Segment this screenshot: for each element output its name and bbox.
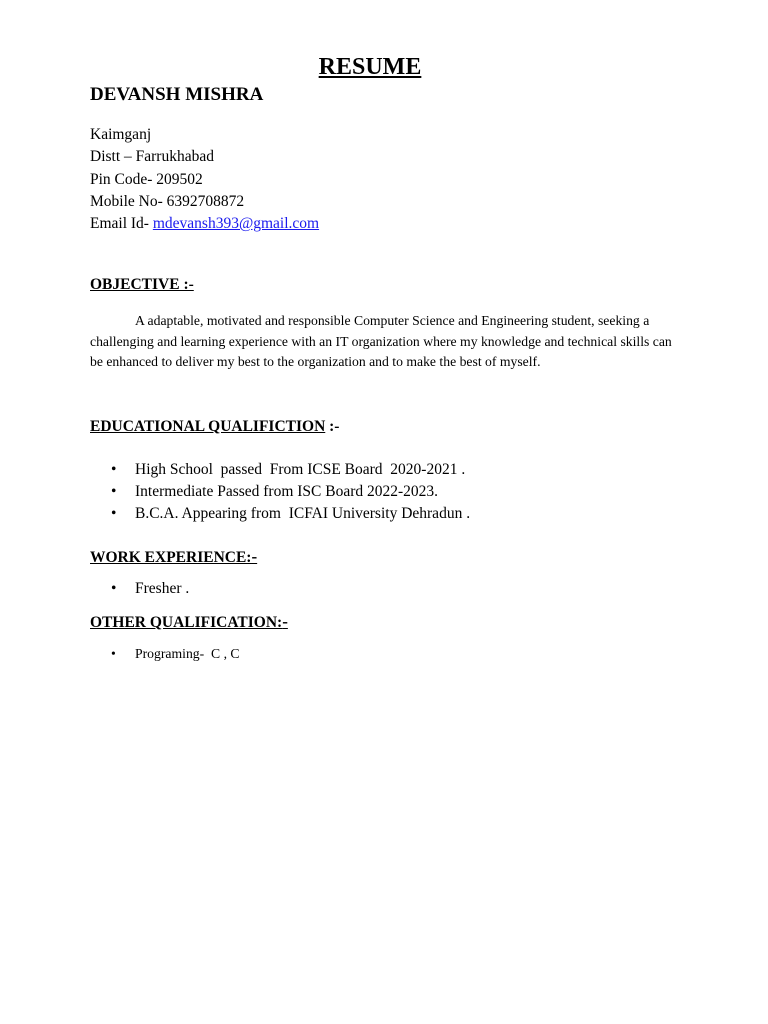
email-line [90,213,319,235]
list-item [90,643,240,665]
education-heading [90,416,339,438]
address-line-2: Distt – Farrukhabad [90,148,214,166]
bullet-icon: • [111,461,117,478]
list-item [90,578,189,600]
pin-code: Pin Code- 209502 [90,170,203,188]
bullet-icon: • [111,483,117,500]
education-list [90,459,470,525]
education-item-1: High School passed From ICSE Board 2020-2021 . [135,461,466,478]
address-line-1: Kaimganj [90,126,152,143]
bullet-icon: • [111,505,117,522]
other-item-1: Programing- C , C [135,646,240,661]
candidate-name: DEVANSH MISHRA [90,84,264,105]
bullet-icon: • [111,580,117,597]
work-heading [90,546,257,569]
objective-heading-text: OBJECTIVE :- [90,276,194,293]
contact-block [90,124,319,235]
education-heading-suffix: :- [325,418,340,435]
document-title: RESUME [318,54,422,80]
other-heading-suffix: - [282,612,288,631]
list-item [90,459,470,481]
mobile-number: Mobile No- 6392708872 [90,192,245,210]
objective-text: A adaptable, motivated and responsible Computer Science and Engineering student, seeking a challenging and learning experience with an IT organization where my knowledge and technical skills can be enhanced to deliver my best to the organization and to make the best of myself. [90,313,672,369]
bullet-icon: • [111,646,116,661]
work-heading-suffix: - [251,547,258,566]
list-item [90,481,470,503]
email-link[interactable]: mdevansh393@gmail.com [152,215,320,233]
education-heading-text: EDUCATIONAL QUALIFICTION [90,418,326,435]
education-item-2: Intermediate Passed from ISC Board 2022-2023. [135,483,439,500]
objective-heading [90,274,194,296]
email-label: Email Id- [90,215,153,233]
work-list [90,578,189,600]
list-item [90,503,470,525]
other-heading-text: OTHER QUALIFICATION: [90,614,283,631]
other-heading [90,611,288,634]
work-item-1: Fresher . [135,580,190,597]
other-list [90,643,240,665]
education-item-3: B.C.A. Appearing from ICFAI University Dehradun . [135,505,471,522]
work-heading-text: WORK EXPERIENCE: [90,549,252,566]
